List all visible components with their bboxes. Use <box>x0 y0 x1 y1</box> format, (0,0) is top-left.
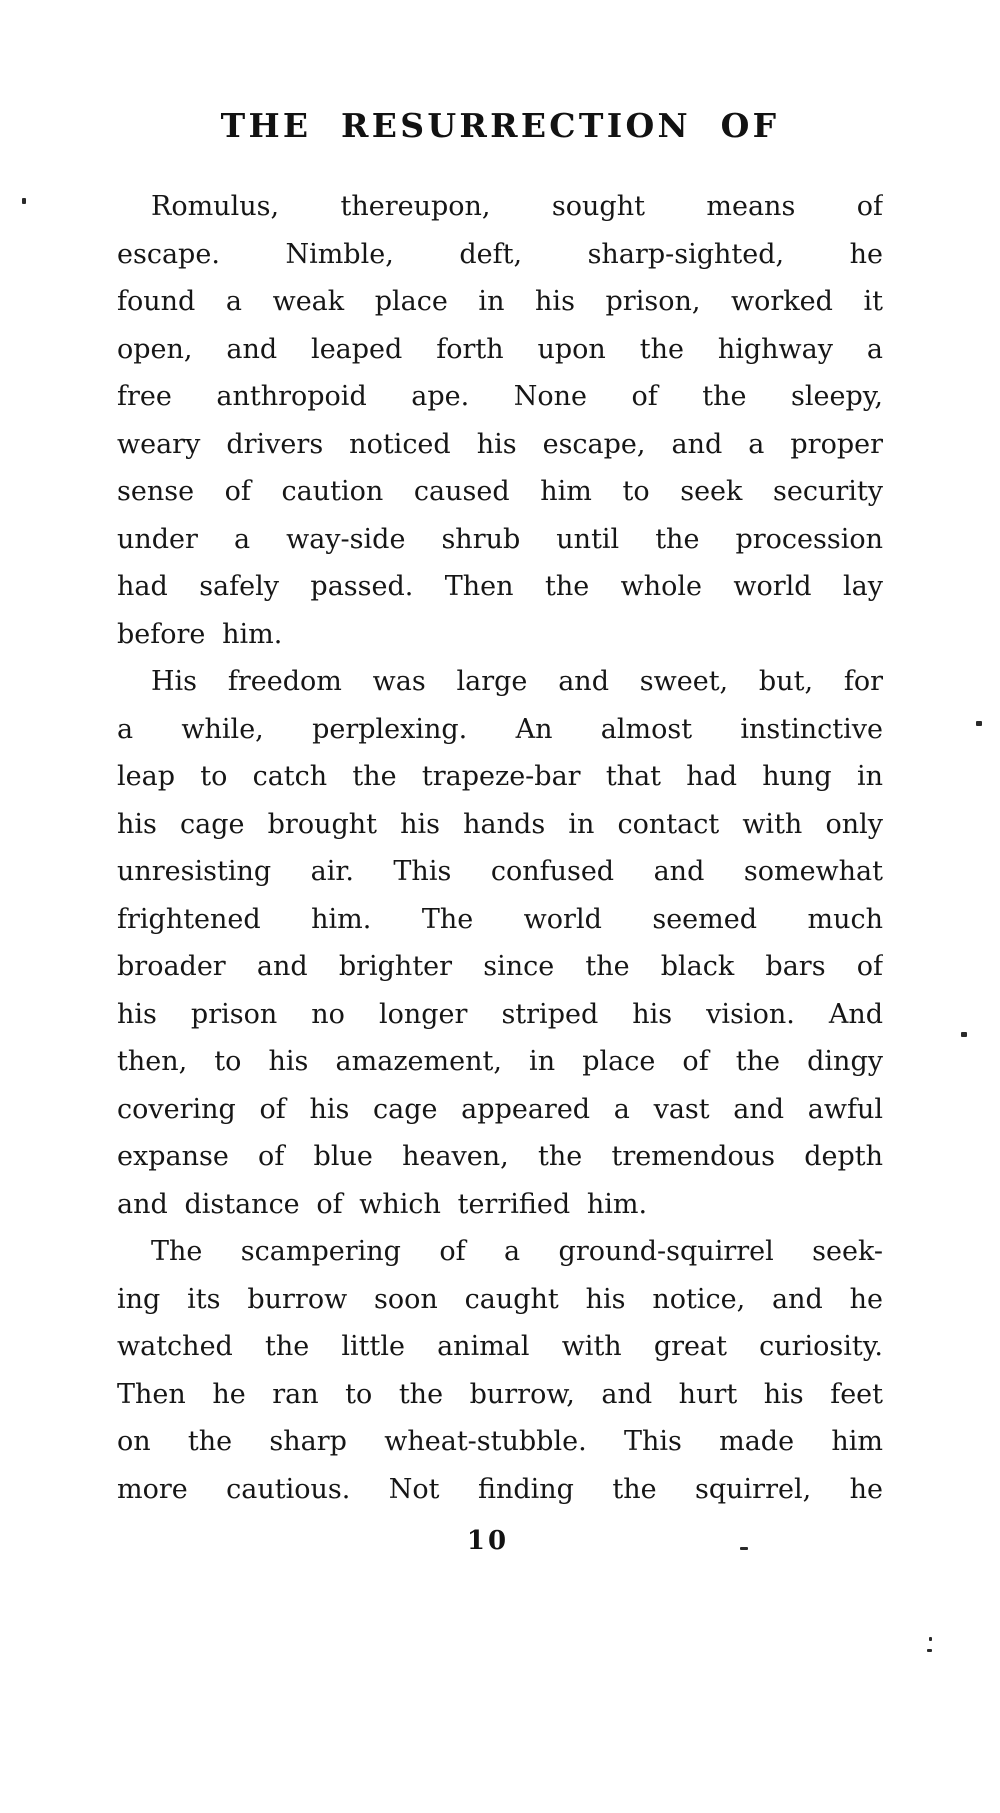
text-line: his cage brought his hands in contact with only <box>117 808 883 840</box>
text-line: on the sharp wheat-stubble. This made him <box>117 1426 883 1457</box>
text-line: under a way-side shrub until the procession <box>117 523 883 555</box>
text-line: ing its burrow soon caught his notice, and he <box>117 1283 883 1315</box>
ink-speck <box>929 1637 932 1641</box>
ink-speck <box>22 198 26 204</box>
ink-speck <box>927 1649 932 1652</box>
text-line: leap to catch the trapeze-bar that had hung in <box>117 761 883 792</box>
text-line: more cautious. Not finding the squirrel, he <box>117 1473 883 1505</box>
paragraph-2 <box>117 658 883 1228</box>
text-line: open, and leaped forth upon the highway a <box>117 333 883 365</box>
text-line: weary drivers noticed his escape, and a proper <box>117 428 883 460</box>
ink-speck <box>961 1032 967 1037</box>
text-line: found a weak place in his prison, worked it <box>117 286 883 317</box>
page-number: 10 <box>466 1526 510 1556</box>
text-line: Then he ran to the burrow, and hurt his feet <box>117 1378 883 1410</box>
text-line: and distance of which terrified him. <box>117 1188 648 1220</box>
text-line: free anthropoid ape. None of the sleepy, <box>117 381 883 412</box>
text-line: had safely passed. Then the whole world lay <box>117 571 883 602</box>
text-line: frightened him. The world seemed much <box>117 903 883 935</box>
text-line: The scampering of a ground-squirrel seek- <box>151 1236 883 1267</box>
text-line: covering of his cage appeared a vast and awful <box>117 1093 883 1125</box>
text-line: expanse of blue heaven, the tremendous depth <box>117 1141 883 1172</box>
text-line: a while, perplexing. An almost instinctive <box>117 713 883 745</box>
text-line: Romulus, thereupon, sought means of <box>151 191 883 222</box>
text-line: broader and brighter since the black bars of <box>117 951 883 982</box>
paragraph-1 <box>117 183 883 658</box>
text-line: before him. <box>117 618 283 650</box>
paragraph-3 <box>117 1228 883 1513</box>
text-line: unresisting air. This confused and somewhat <box>117 856 883 887</box>
text-line: watched the little animal with great curiosity. <box>117 1331 883 1362</box>
text-line: His freedom was large and sweet, but, for <box>151 666 883 697</box>
ink-speck <box>740 1547 748 1550</box>
text-line: sense of caution caused him to seek security <box>117 476 883 507</box>
ink-speck <box>976 721 982 726</box>
body-text <box>117 183 883 1513</box>
text-line: escape. Nimble, deft, sharp-sighted, he <box>117 238 883 270</box>
text-line: then, to his amazement, in place of the dingy <box>117 1046 883 1077</box>
running-header: THE RESURRECTION OF <box>220 106 780 145</box>
text-line: his prison no longer striped his vision. And <box>117 998 883 1030</box>
